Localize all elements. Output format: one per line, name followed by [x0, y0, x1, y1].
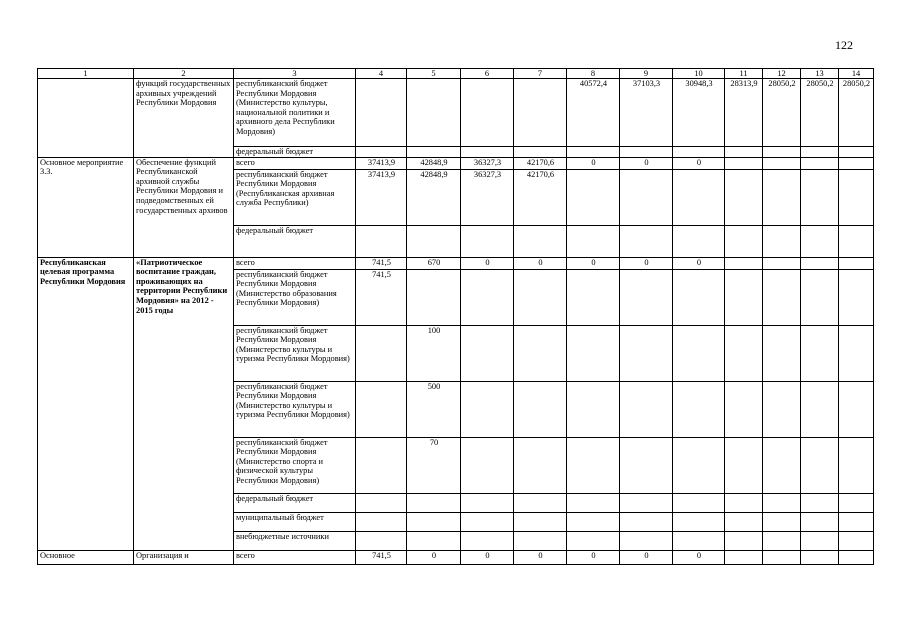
empty-cell: [725, 225, 763, 257]
cell: 0: [567, 550, 620, 564]
empty-cell: [514, 531, 567, 550]
empty-cell: [801, 493, 839, 512]
cell: всего: [234, 550, 356, 564]
header-cell: 3: [234, 69, 356, 79]
empty-cell: [356, 493, 407, 512]
empty-cell: [567, 493, 620, 512]
empty-cell: [725, 269, 763, 325]
header-cell: 6: [461, 69, 514, 79]
empty-cell: [461, 512, 514, 531]
cell: [38, 79, 134, 158]
cell: всего: [234, 157, 356, 169]
empty-cell: [620, 531, 673, 550]
cell: 36327,3: [461, 169, 514, 225]
empty-cell: [763, 325, 801, 381]
empty-cell: [763, 225, 801, 257]
empty-cell: [839, 437, 874, 493]
header-cell: 11: [725, 69, 763, 79]
empty-cell: [407, 512, 461, 531]
cell: 37413,9: [356, 169, 407, 225]
empty-cell: [763, 169, 801, 225]
empty-cell: [839, 269, 874, 325]
empty-cell: [725, 381, 763, 437]
empty-cell: [514, 512, 567, 531]
empty-cell: [356, 437, 407, 493]
empty-cell: [673, 531, 725, 550]
empty-cell: [620, 169, 673, 225]
cell: внебюджетные источники: [234, 531, 356, 550]
empty-cell: [763, 512, 801, 531]
empty-cell: [514, 381, 567, 437]
empty-cell: [461, 381, 514, 437]
empty-cell: [514, 269, 567, 325]
cell: 70: [407, 437, 461, 493]
empty-cell: [461, 325, 514, 381]
empty-cell: [356, 512, 407, 531]
empty-cell: [407, 147, 461, 158]
empty-cell: [567, 269, 620, 325]
cell: республиканский бюджет Республики Мордовия (Министерство спорта и физической культуры Республики Мордовия): [234, 437, 356, 493]
empty-cell: [725, 531, 763, 550]
empty-cell: [356, 325, 407, 381]
cell: 0: [673, 257, 725, 269]
cell: 0: [407, 550, 461, 564]
empty-cell: [801, 550, 839, 564]
empty-cell: [673, 437, 725, 493]
cell: федеральный бюджет: [234, 147, 356, 158]
empty-cell: [839, 147, 874, 158]
empty-cell: [620, 325, 673, 381]
header-cell: 5: [407, 69, 461, 79]
empty-cell: [461, 225, 514, 257]
empty-cell: [461, 493, 514, 512]
cell: [356, 79, 407, 147]
empty-cell: [801, 512, 839, 531]
empty-cell: [407, 531, 461, 550]
cell: 28313,9: [725, 79, 763, 147]
cell: 28050,2: [763, 79, 801, 147]
empty-cell: [801, 147, 839, 158]
cell: «Патриотическое воспитание граждан, проживающих на территории Республики Мордовия» на 2012 - 2015 годы: [134, 257, 234, 550]
cell: 42170,6: [514, 169, 567, 225]
cell: 100: [407, 325, 461, 381]
header-cell: 7: [514, 69, 567, 79]
empty-cell: [620, 493, 673, 512]
empty-cell: [839, 493, 874, 512]
cell: 0: [673, 550, 725, 564]
cell: [461, 79, 514, 147]
empty-cell: [567, 512, 620, 531]
empty-cell: [725, 157, 763, 169]
empty-cell: [356, 381, 407, 437]
empty-cell: [725, 257, 763, 269]
header-cell: 13: [801, 69, 839, 79]
table-row: [38, 257, 874, 269]
cell: 28050,2: [801, 79, 839, 147]
empty-cell: [407, 493, 461, 512]
empty-cell: [461, 269, 514, 325]
empty-cell: [567, 325, 620, 381]
empty-cell: [356, 531, 407, 550]
empty-cell: [461, 147, 514, 158]
empty-cell: [407, 269, 461, 325]
empty-cell: [567, 531, 620, 550]
header-row: [38, 69, 874, 79]
empty-cell: [514, 225, 567, 257]
header-cell: 8: [567, 69, 620, 79]
cell: 37413,9: [356, 157, 407, 169]
cell: 36327,3: [461, 157, 514, 169]
empty-cell: [567, 169, 620, 225]
cell: 0: [673, 157, 725, 169]
empty-cell: [839, 531, 874, 550]
cell: республиканский бюджет Республики Мордовия (Министерство культуры и туризма Республики Мордовия): [234, 325, 356, 381]
cell: 741,5: [356, 269, 407, 325]
empty-cell: [763, 531, 801, 550]
cell: 741,5: [356, 257, 407, 269]
cell: 0: [514, 550, 567, 564]
empty-cell: [514, 437, 567, 493]
empty-cell: [620, 381, 673, 437]
cell: 670: [407, 257, 461, 269]
cell: Организация и: [134, 550, 234, 564]
empty-cell: [763, 550, 801, 564]
header-cell: 2: [134, 69, 234, 79]
cell: Республиканская целевая программа Республики Мордовия: [38, 257, 134, 550]
empty-cell: [514, 325, 567, 381]
empty-cell: [839, 225, 874, 257]
empty-cell: [801, 225, 839, 257]
table-row: [38, 79, 874, 147]
cell: федеральный бюджет: [234, 225, 356, 257]
empty-cell: [620, 147, 673, 158]
header-cell: 12: [763, 69, 801, 79]
empty-cell: [725, 550, 763, 564]
empty-cell: [673, 147, 725, 158]
empty-cell: [567, 225, 620, 257]
empty-cell: [461, 437, 514, 493]
empty-cell: [839, 325, 874, 381]
empty-cell: [673, 225, 725, 257]
empty-cell: [725, 493, 763, 512]
empty-cell: [356, 147, 407, 158]
cell: 42848,9: [407, 157, 461, 169]
cell: муниципальный бюджет: [234, 512, 356, 531]
cell: 0: [620, 550, 673, 564]
empty-cell: [801, 437, 839, 493]
cell: республиканский бюджет Республики Мордовия (Министерство культуры, национальной политики и архивного дела Республики Мордовия): [234, 79, 356, 147]
empty-cell: [620, 437, 673, 493]
cell: 37103,3: [620, 79, 673, 147]
cell: республиканский бюджет Республики Мордовия (Министерство культуры и туризма Республики Мордовия): [234, 381, 356, 437]
empty-cell: [839, 257, 874, 269]
header-cell: 1: [38, 69, 134, 79]
cell: федеральный бюджет: [234, 493, 356, 512]
empty-cell: [801, 531, 839, 550]
empty-cell: [801, 169, 839, 225]
table-row: [38, 550, 874, 564]
cell: [407, 79, 461, 147]
cell: 0: [567, 257, 620, 269]
header-cell: 10: [673, 69, 725, 79]
header-cell: 4: [356, 69, 407, 79]
cell: 0: [567, 157, 620, 169]
empty-cell: [839, 381, 874, 437]
empty-cell: [839, 157, 874, 169]
cell: 42848,9: [407, 169, 461, 225]
cell: всего: [234, 257, 356, 269]
empty-cell: [620, 225, 673, 257]
empty-cell: [763, 269, 801, 325]
table-row: [38, 157, 874, 169]
empty-cell: [839, 550, 874, 564]
header-cell: 14: [839, 69, 874, 79]
cell: [514, 79, 567, 147]
empty-cell: [801, 325, 839, 381]
empty-cell: [673, 169, 725, 225]
empty-cell: [763, 157, 801, 169]
empty-cell: [801, 381, 839, 437]
empty-cell: [725, 325, 763, 381]
empty-cell: [673, 325, 725, 381]
page-number: 122: [835, 38, 853, 52]
empty-cell: [763, 147, 801, 158]
empty-cell: [514, 493, 567, 512]
cell: 28050,2: [839, 79, 874, 147]
empty-cell: [620, 269, 673, 325]
empty-cell: [673, 381, 725, 437]
cell: 40572,4: [567, 79, 620, 147]
empty-cell: [725, 147, 763, 158]
cell: 0: [514, 257, 567, 269]
cell: 0: [620, 157, 673, 169]
budget-table: [37, 68, 874, 565]
empty-cell: [567, 381, 620, 437]
empty-cell: [725, 512, 763, 531]
cell: 42170,6: [514, 157, 567, 169]
empty-cell: [673, 269, 725, 325]
empty-cell: [801, 269, 839, 325]
empty-cell: [673, 493, 725, 512]
cell: Основное мероприятие 3.3.: [38, 157, 134, 257]
cell: функций государственных архивных учреждений Республики Мордовия: [134, 79, 234, 158]
empty-cell: [839, 169, 874, 225]
empty-cell: [356, 225, 407, 257]
cell: 0: [461, 257, 514, 269]
cell: 741,5: [356, 550, 407, 564]
cell: 30948,3: [673, 79, 725, 147]
empty-cell: [514, 147, 567, 158]
empty-cell: [673, 512, 725, 531]
empty-cell: [801, 257, 839, 269]
empty-cell: [839, 512, 874, 531]
empty-cell: [620, 512, 673, 531]
empty-cell: [725, 437, 763, 493]
empty-cell: [461, 531, 514, 550]
empty-cell: [763, 437, 801, 493]
empty-cell: [407, 225, 461, 257]
empty-cell: [801, 157, 839, 169]
cell: республиканский бюджет Республики Мордовия (Министерство образования Республики Мордовия): [234, 269, 356, 325]
cell: Обеспечение функций Республиканской архивной службы Республики Мордовия и подведомственных ей государственных архивов: [134, 157, 234, 257]
empty-cell: [763, 493, 801, 512]
cell: 500: [407, 381, 461, 437]
empty-cell: [725, 169, 763, 225]
empty-cell: [567, 437, 620, 493]
cell: 0: [620, 257, 673, 269]
empty-cell: [763, 381, 801, 437]
cell: республиканский бюджет Республики Мордовия (Республиканская архивная служба Республики): [234, 169, 356, 225]
header-cell: 9: [620, 69, 673, 79]
empty-cell: [567, 147, 620, 158]
cell: 0: [461, 550, 514, 564]
empty-cell: [763, 257, 801, 269]
cell: Основное: [38, 550, 134, 564]
